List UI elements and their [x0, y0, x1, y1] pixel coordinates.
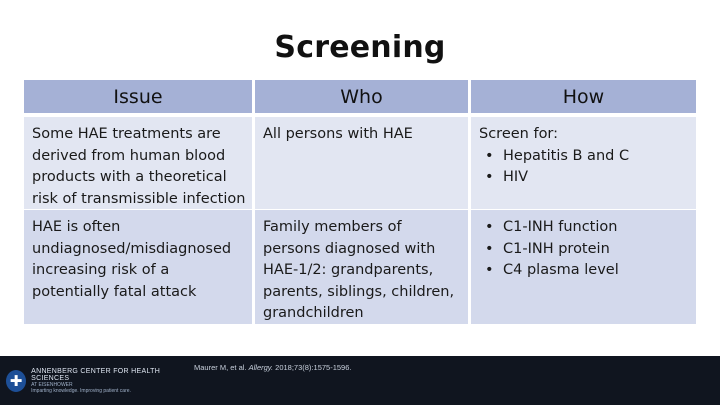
list-item: • Hepatitis B and C	[479, 146, 690, 168]
citation	[194, 363, 351, 372]
logo-line1: ANNENBERG CENTER FOR HEALTH SCIENCES	[31, 367, 161, 382]
row1-who: All persons with HAE	[255, 117, 468, 209]
list-item: • C4 plasma level	[479, 260, 690, 282]
list-item: • C1-INH protein	[479, 239, 690, 261]
list-item: • HIV	[479, 167, 690, 189]
row2-how-list	[479, 217, 690, 282]
cross-icon: ✚	[6, 370, 26, 392]
list-item: • C1-INH function	[479, 217, 690, 239]
annenberg-logo	[6, 368, 186, 394]
footer-bar	[0, 356, 720, 405]
citation-authors: Maurer M, et al.	[194, 363, 247, 372]
logo-line2: AT EISENHOWER	[31, 381, 73, 388]
row2-how	[471, 210, 696, 324]
logo-text	[31, 368, 186, 394]
slide-title: Screening	[274, 30, 446, 65]
header-issue: Issue	[24, 80, 252, 116]
row1-how-list	[479, 146, 690, 189]
row1-issue: Some HAE treatments are derived from human blood products with a theoretical risk of transmissible infection	[24, 117, 252, 209]
logo-line3: Imparting knowledge. Improving patient care.	[31, 387, 131, 394]
header-who: Who	[255, 80, 468, 116]
citation-details: 2018;73(8):1575-1596.	[275, 363, 352, 372]
row2-issue: HAE is often undiagnosed/misdiagnosed increasing risk of a potentially fatal attack	[24, 210, 252, 324]
header-how: How	[471, 80, 696, 116]
citation-journal: Allergy.	[248, 363, 274, 372]
row1-how-intro: Screen for:	[479, 126, 559, 142]
row1-how	[471, 117, 696, 209]
row2-who: Family members of persons diagnosed with HAE-1/2: grandparents, parents, siblings, children, grandchildren	[255, 210, 468, 324]
screening-table	[24, 80, 696, 324]
